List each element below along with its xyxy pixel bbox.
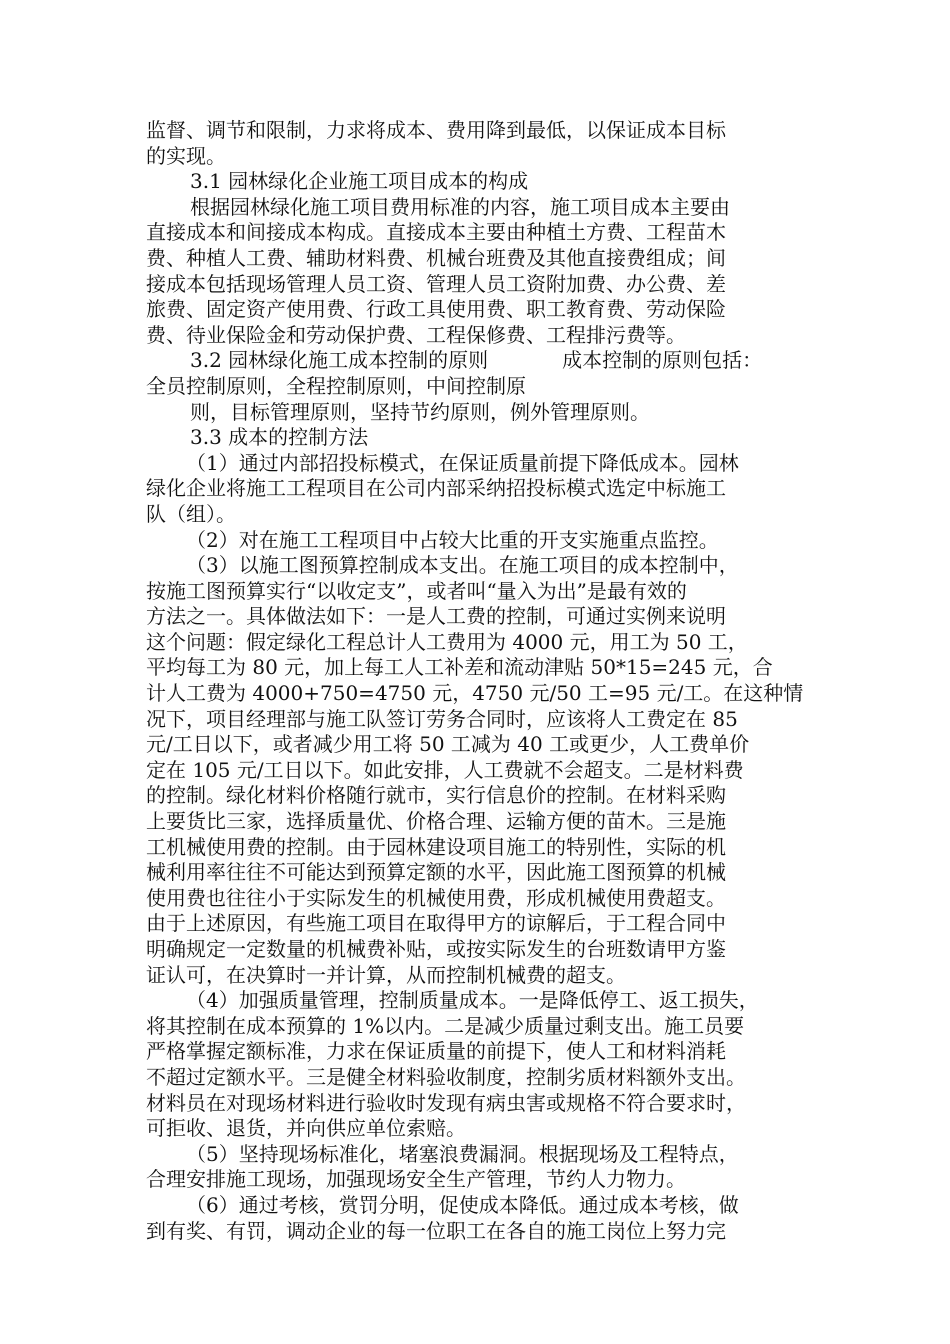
- section-heading-line: [146, 348, 818, 374]
- text-line: 接成本包括现场管理人员工资、管理人员工资附加费、办公费、差: [146, 271, 726, 296]
- text-line: 费、种植人工费、辅助材料费、机械台班费及其他直接费组成；间: [146, 245, 726, 270]
- text-line: 定在 105 元/工日以下。如此安排，人工费就不会超支。二是材料费: [146, 757, 744, 782]
- document-body: [146, 118, 818, 1244]
- text-line: 到有奖、有罚，调动企业的每一位职工在各自的施工岗位上努力完: [146, 1218, 726, 1243]
- section-heading: 3.3 成本的控制方法: [190, 425, 369, 450]
- text-line: 使用费也往往小于实际发生的机械使用费，形成机械使用费超支。: [146, 885, 726, 910]
- text-line: 的实现。: [146, 143, 226, 168]
- text-line: 械利用率往往不可能达到预算定额的水平，因此施工图预算的机械: [146, 860, 726, 885]
- text-line: 按施工图预算实行“以收定支”，或者叫“量入为出”是最有效的: [146, 578, 687, 603]
- text-line: 工机械使用费的控制。由于园林建设项目施工的特别性，实际的机: [146, 834, 726, 859]
- text-line: 不超过定额水平。三是健全材料验收制度，控制劣质材料额外支出。: [146, 1064, 746, 1089]
- text-line: 旅费、固定资产使用费、行政工具使用费、职工教育费、劳动保险: [146, 297, 726, 322]
- text-line: （6）通过考核，赏罚分明，促使成本降低。通过成本考核，做: [186, 1192, 739, 1217]
- text-line: 证认可，在决算时一并计算，从而控制机械费的超支。: [146, 962, 626, 987]
- text-line: 的控制。绿化材料价格随行就市，实行信息价的控制。在材料采购: [146, 783, 726, 808]
- text-line: 方法之一。具体做法如下：一是人工费的控制，可通过实例来说明: [146, 604, 726, 629]
- text-line: 况下，项目经理部与施工队签订劳务合同时，应该将人工费定在 85: [146, 706, 738, 731]
- text-line: 这个问题：假定绿化工程总计人工费用为 4000 元，用工为 50 工，: [146, 629, 748, 654]
- text-line: 根据园林绿化施工项目费用标准的内容，施工项目成本主要由: [190, 194, 730, 219]
- text-line: 全员控制原则，全程控制原则，中间控制原: [146, 373, 526, 398]
- text-line: 平均每工为 80 元，加上每工人工补差和流动津贴 50*15=245 元，合: [146, 655, 773, 680]
- text-line: （2）对在施工工程项目中占较大比重的开支实施重点监控。: [186, 527, 719, 552]
- text-span: 成本控制的原则包括：: [562, 348, 763, 373]
- text-line: 直接成本和间接成本构成。直接成本主要由种植土方费、工程苗木: [146, 220, 726, 245]
- text-line: （1）通过内部招投标模式，在保证质量前提下降低成本。园林: [186, 450, 739, 475]
- section-heading: 3.2 园林绿化施工成本控制的原则: [190, 348, 489, 373]
- text-line: 监督、调节和限制，力求将成本、费用降到最低，以保证成本目标: [146, 118, 726, 142]
- text-line: 则，目标管理原则，坚持节约原则，例外管理原则。: [190, 399, 650, 424]
- text-line: 严格掌握定额标准，力求在保证质量的前提下，使人工和材料消耗: [146, 1039, 726, 1064]
- text-line: 材料员在对现场材料进行验收时发现有病虫害或规格不符合要求时，: [146, 1090, 746, 1115]
- text-line: 绿化企业将施工工程项目在公司内部采纳招投标模式选定中标施工: [146, 476, 726, 501]
- text-line: 明确规定一定数量的机械费补贴，或按实际发生的台班数请甲方鉴: [146, 937, 726, 961]
- text-line: （4）加强质量管理，控制质量成本。一是降低停工、返工损失，: [186, 988, 759, 1013]
- text-line: 费、待业保险金和劳动保护费、工程保修费、工程排污费等。: [146, 322, 686, 347]
- section-heading: 3.1 园林绿化企业施工项目成本的构成: [190, 169, 529, 194]
- text-line: 由于上述原因，有些施工项目在取得甲方的谅解后，于工程合同中: [146, 911, 726, 936]
- text-line: 合理安排施工现场，加强现场安全生产管理，节约人力物力。: [146, 1167, 686, 1192]
- text-line: 将其控制在成本预算的 1%以内。二是减少质量过剩支出。施工员要: [146, 1013, 745, 1038]
- text-line: 元/工日以下，或者减少用工将 50 工减为 40 工或更少，人工费单价: [146, 732, 750, 757]
- text-line: （5）坚持现场标准化，堵塞浪费漏洞。根据现场及工程特点，: [186, 1141, 739, 1166]
- text-line: 计人工费为 4000+750=4750 元，4750 元/50 工=95 元/工。在这种情: [146, 681, 804, 706]
- text-line: 可拒收、退货，并向供应单位索赔。: [146, 1116, 466, 1141]
- text-line: 队（组）。: [146, 501, 236, 526]
- text-line: （3）以施工图预算控制成本支出。在施工项目的成本控制中，: [186, 553, 739, 578]
- text-line: 上要货比三家，选择质量优、价格合理、运输方便的苗木。三是施: [146, 809, 726, 834]
